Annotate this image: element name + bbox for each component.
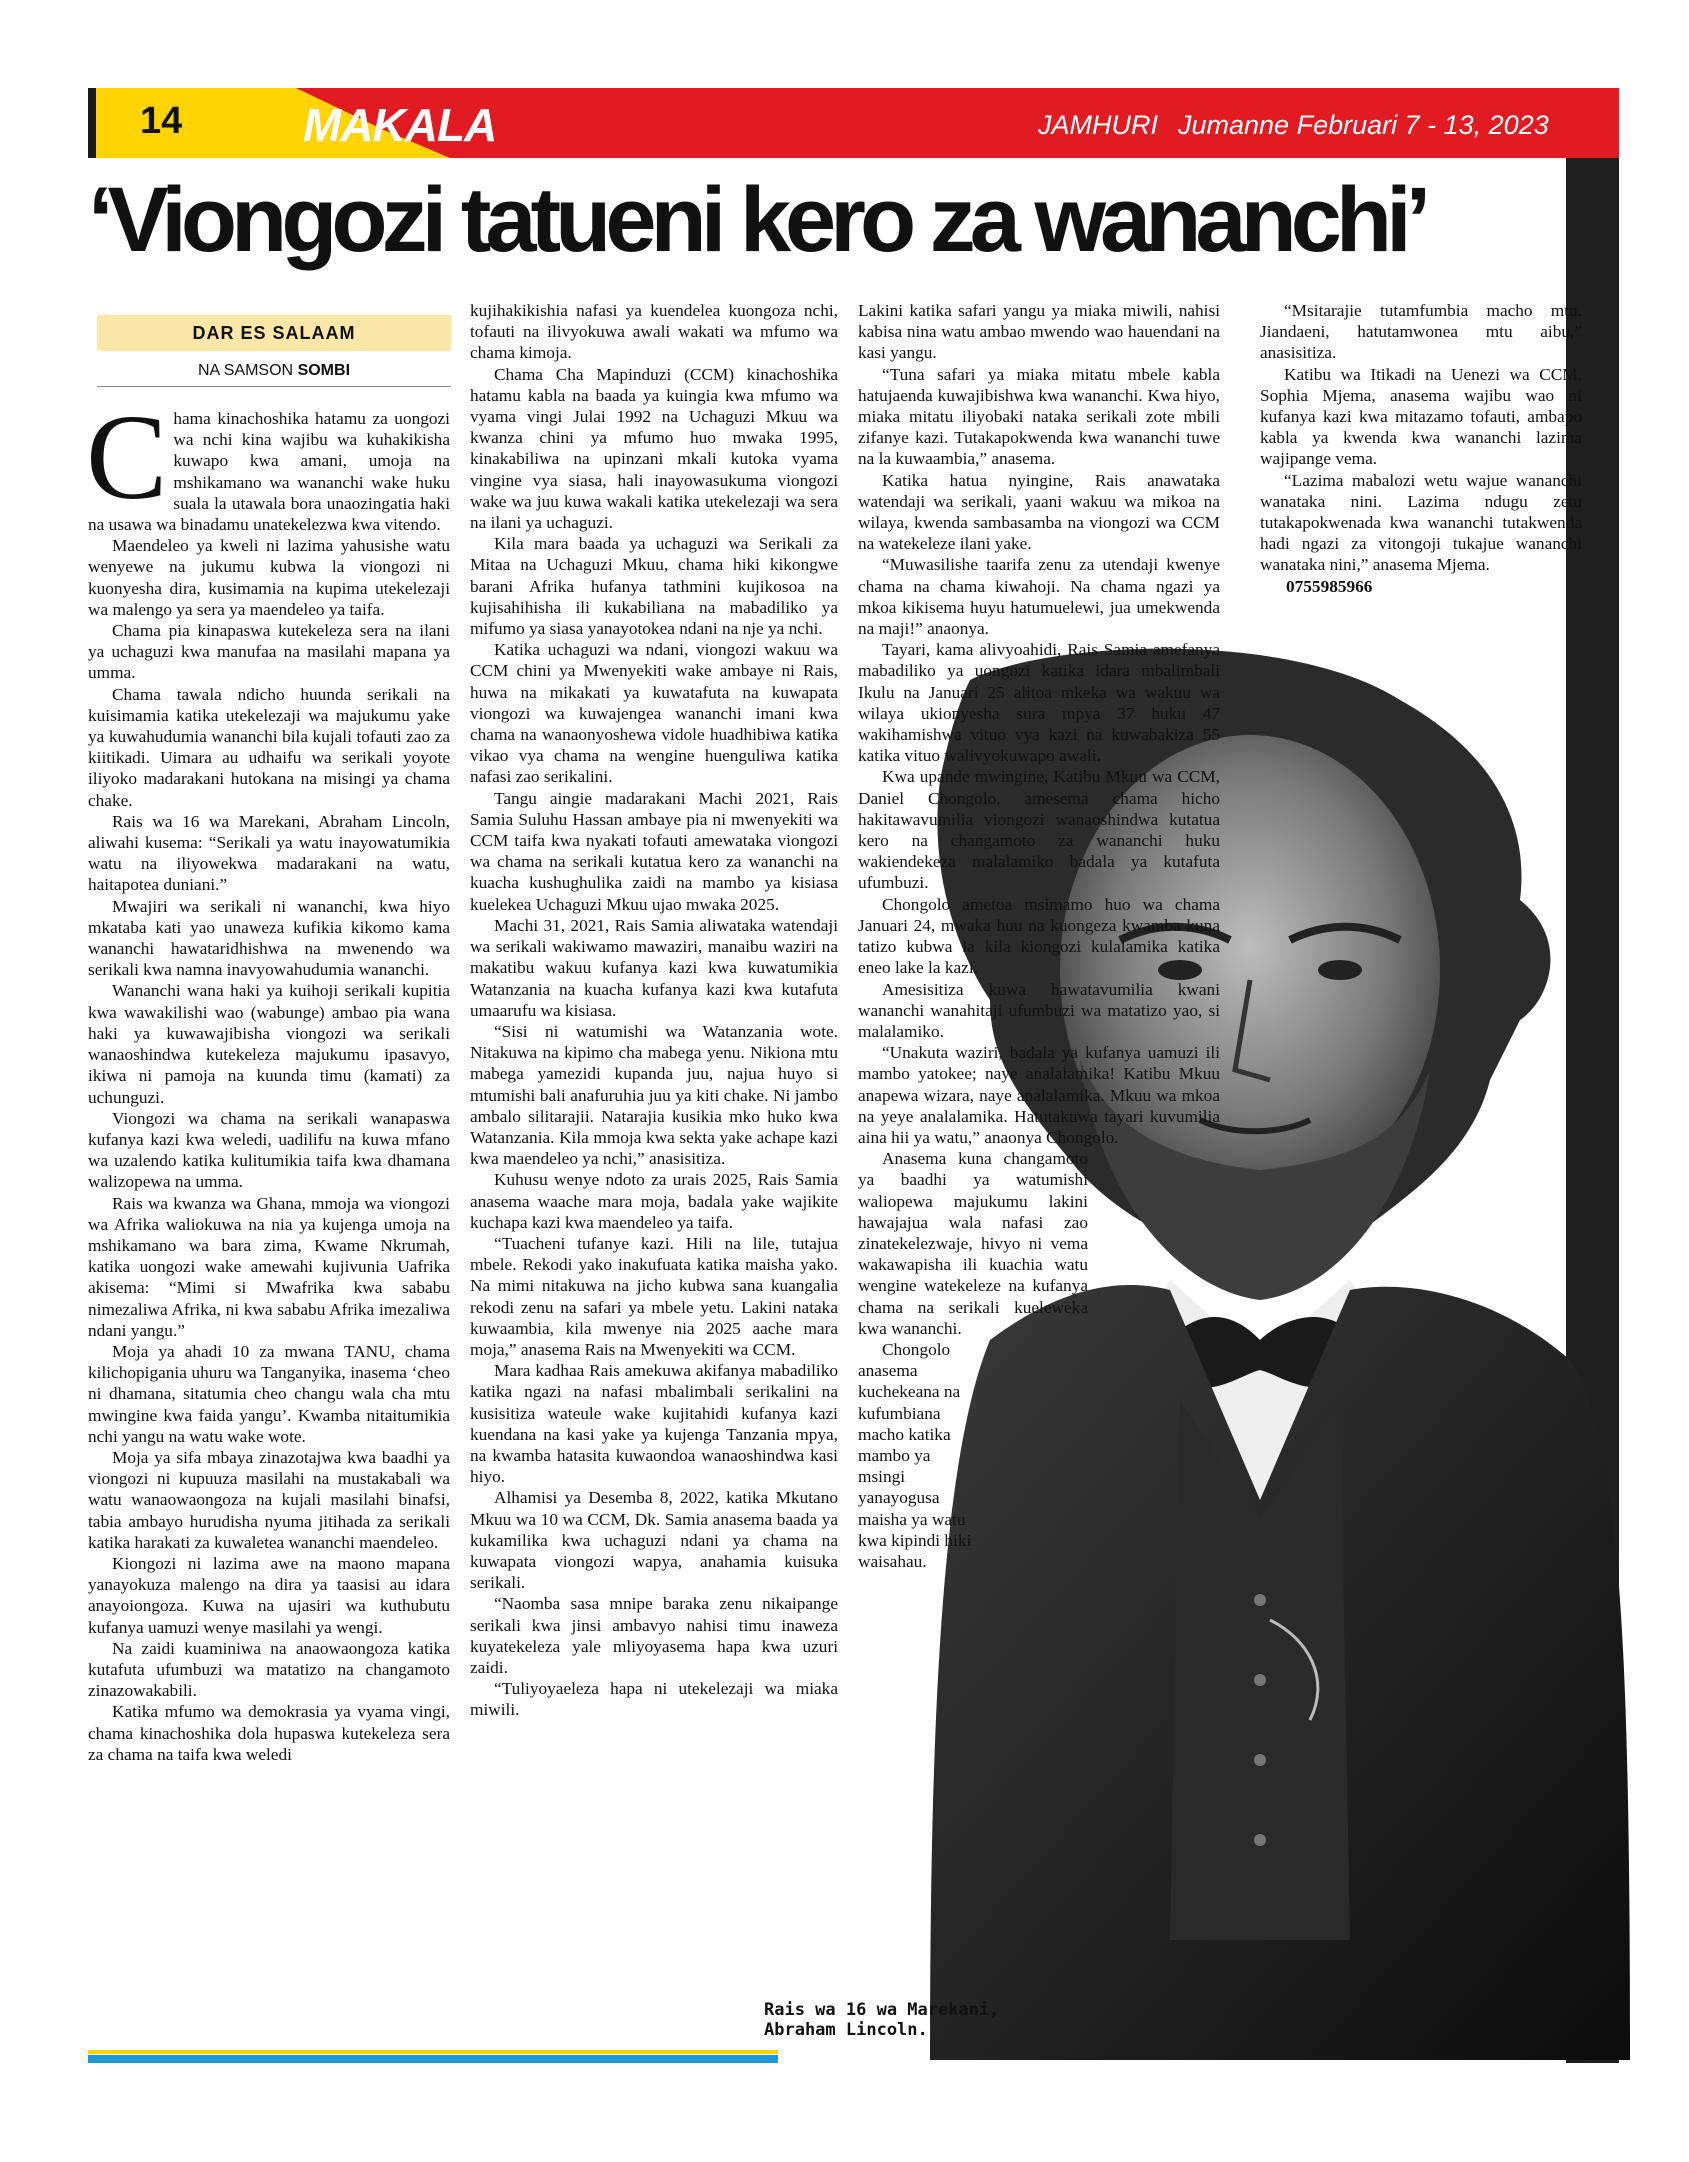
paragraph: Viongozi wa chama na serikali wanapaswa kufanya kazi kwa weledi, uadilifu na kuwa mfano wa uzalendo katika kulitumikia taifa kwa dhamana walizopewa na umma. [88,1108,450,1192]
paragraph: Chama tawala ndicho huunda serikali na kuisimamia katika utekelezaji wa majukumu yake ya kuwahudumia wananchi bila kujali tofauti zao za kiitikadi. Uimara au udhaifu wa serikali yoyote iliyoko madarakani hutokana na misingi ya chama chake. [88,684,450,810]
paragraph: Mwajiri wa serikali ni wananchi, kwa hiyo mkataba kati yao unaweza kufikia kikomo kama wananchi hawataridhishwa na mwenendo wa serikali kwa namna inavyowahudumia wananchi. [88,896,450,980]
masthead [1038,110,1549,141]
caption-line: Abraham Lincoln. [764,2020,928,2040]
paragraph: Moja ya ahadi 10 za mwana TANU, chama kilichopigania uhuru wa Tanganyika, inasema ‘cheo ni dhamana, sitatumia cheo changu wala cha mtu mwingine kwa faida yangu’. Kwamba nitaitumikia nchi yangu na watu wake wote. [88,1341,450,1446]
footer-rule-yellow [88,2050,778,2054]
paragraph: Moja ya sifa mbaya zinazotajwa kwa baadhi ya viongozi ni kupuuza masilahi na mustakabali wa watu wanaowaongoza na kujali masilahi binafsi, tabia ambayo hurudisha nyuma jitihada za serikali katika harakati za kuwaletea wananchi maendeleo. [88,1447,450,1552]
paragraph: “Sisi ni watumishi wa Watanzania wote. Nitakuwa na kipimo cha mabega yenu. Nikiona mtu mabega yamezidi kupanda juu, najua huyo si mtumishi bali anafuruhia juu ya kiti chake. Ni jambo ambalo silitarajii. Natarajia kusikia mko huko kwa Watanzania. Kila mmoja kwa sekta yake achape kazi kwa maendeleo ya nchi,” anasisitiza. [470,1021,838,1169]
caption-line: Rais wa 16 wa Marekani, [764,2000,1000,2020]
paragraph: Chama Cha Mapinduzi (CCM) kinachoshika hatamu kabla na baada ya kuingia kwa mfumo wa vyama vingi Julai 1992 na Uchaguzi Mkuu wa kwanza chini ya mfumo huo mwaka 1995, kinakabiliwa na upinzani mkali kutoka vyama vingine vya siasa, hali inayowasukuma viongozi wake wa juu kuwa wakali katika utekelezaji wa sera na ilani ya uchaguzi. [470,364,838,533]
header-edge [88,88,96,158]
paragraph: Na zaidi kuaminiwa na anaowaongoza katika kutafuta ufumbuzi wa matatizo na changamoto zinazowakabili. [88,1638,450,1701]
article-column-3 [858,300,1220,1572]
paragraph: Maendeleo ya kweli ni lazima yahusishe watu wenyewe na jukumu kubwa la viongozi ni kuonyesha dira, kusimamia na kupima utekelezaji wa malengo ya sera ya maendeleo ya taifa. [88,536,450,619]
paragraph: Chongolo anasema kuchekeana na kufumbiana macho katika mambo ya msingi yanayogusa maisha ya watu kwa kipindi hiki waisahau. [858,1339,972,1571]
photo-caption [764,2000,999,2040]
issue-date: Jumanne Februari 7 - 13, 2023 [1178,110,1549,140]
paragraph: Katika mfumo wa demokrasia ya vyama vingi, chama kinachoshika dola hupaswa kutekeleza sera za chama na taifa kwa weledi [88,1702,450,1764]
page-number: 14 [140,100,183,142]
paragraph-text: hama kinachoshika hatamu za uongozi wa nchi kina wajibu wa kuhakikisha kuwapo kwa amani, umoja na mshikamano wa wananchi wake huku suala la utawala bora unaozingatia haki na usawa wa binadamu unatekelezwa kwa vitendo. [88,409,450,535]
paragraph: Tangu aingie madarakani Machi 2021, Rais Samia Suluhu Hassan ambaye pia ni mwenyekiti wa CCM taifa kwa nyakati tofauti amewataka viongozi wa chama na serikali kutatua kero za wananchi na kuacha kushughulika zaidi na mambo ya kisiasa kuelekea Uchaguzi Mkuu ujao mwaka 2025. [470,788,838,914]
byline-name: SOMBI [297,362,351,379]
paragraph: Rais wa 16 wa Marekani, Abraham Lincoln, aliwahi kusema: “Serikali ya watu inayowatumikia watu na iliyowekwa madarakani na watu, haitapotea duniani.” [88,811,450,895]
paragraph: Lakini katika safari yangu ya miaka miwili, nahisi kabisa nina watu ambao mwendo wao hauendani na kasi yangu. [858,301,1220,363]
headline: ‘Viongozi tatueni kero za wananchi’ [88,169,1426,271]
footer-rule-blue [88,2055,778,2063]
paragraph: Wananchi wana haki ya kuihoji serikali kupitia kwa wawakilishi wao (wabunge) ambao pia wana haki ya kuwawajibisha viongozi wa serikali wanaoshindwa kutekeleza majukumu ipasavyo, ikiwa ni pamoja na kuunda timu (kamati) za uchunguzi. [88,981,450,1107]
paragraph: Katika hatua nyingine, Rais anawataka watendaji wa serikali, yaani wakuu wa mikoa na wilaya, kwenda sambasamba na viongozi wa CCM na watekeleze ilani yake. [858,470,1220,554]
paragraph: Kila mara baada ya uchaguzi wa Serikali za Mitaa na Uchaguzi Mkuu, chama hiki kikongwe barani Afrika hufanya tathmini kujikosoa na kujisahihisha ili kukabiliana na mabadiliko ya mifumo ya siasa yanayotokea ndani na nje ya nchi. [470,534,838,639]
paragraph: Amesisitiza kuwa hawatavumilia kwani wananchi wanahitaji ufumbuzi wa matatizo yao, si malalamiko. [858,979,1220,1041]
paragraph: Mara kadhaa Rais amekuwa akifanya mabadiliko katika ngazi na nafasi mbalimbali serikalini na kusisitiza wateule wake kujitahidi kufanya kazi kuendana na kasi yake ya kujenga Tanzania mpya, na kwamba hatasita kuwaondoa wanaoshindwa kasi hiyo. [470,1361,838,1487]
paragraph: “Msitarajie tutamfumbia macho mtu. Jiandaeni, hatutamwonea mtu aibu,” anasisitiza. [1260,301,1582,363]
paragraph: Chongolo ametoa msimamo huo wa chama Januari 24, mwaka huu na kuongeza kwamba kuna tatizo kubwa la kila kiongozi kulalamika katika eneo lake la kazi. [858,894,1220,978]
article-column-2 [470,300,838,1721]
publication-name: JAMHURI [1038,110,1158,140]
paragraph: Katibu wa Itikadi na Uenezi wa CCM, Sophia Mjema, anasema wajibu wao ni kufanya kazi kwa mitazamo tofauti, ambapo kabla ya kwenda kwa wananchi lazima wajipange vema. [1260,364,1582,469]
drop-cap: C [86,390,168,525]
paragraph: “Tuna safari ya miaka mitatu mbele kabla hatujaenda kuwajibishwa kwa wananchi. Kwa hiyo, miaka mitatu iliyobaki nataka serikali zote mbili zifanye kazi. Tutakapokwenda kwa wananchi tuwe na la kuwaambia,” anasema. [858,364,1220,469]
paragraph: Rais wa kwanza wa Ghana, mmoja wa viongozi wa Afrika waliokuwa na nia ya kujenga umoja na mshikamano wa bara zima, Kwame Nkrumah, katika uongozi wake amewahi kujivunia Uafrika akisema: “Mimi si Mwafrika kwa sababu nimezaliwa Afrika, ni kwa sababu Afrika imezaliwa ndani yangu.” [88,1193,450,1340]
article-column-4 [1260,300,1582,597]
paragraph: “Unakuta waziri, badala ya kufanya uamuzi ili mambo yatokee; naye analalamika! Katibu Mkuu anapewa wizara, naye analalamika. Mkuu wa mkoa na yeye analalamika. Hatutakuwa tayari kuvumilia aina hii ya watu,” anaonya Chongolo. [858,1043,1220,1147]
paragraph: Katika uchaguzi wa ndani, viongozi wakuu wa CCM chini ya Mwenyekiti wake ambaye ni Rais, huwa na mikakati ya kuwatafuta na kuwapata viongozi wa kuwajengea wananchi imani kwa chama na wanaonyoshewa vidole huadhibiwa katika vikao vya chama na wengine huenguliwa katika nafasi zao serikalini. [470,640,838,787]
section-title: MAKALA [303,99,497,151]
paragraph: “Tuliyoyaeleza hapa ni utekelezaji wa miaka miwili. [470,1679,838,1720]
paragraph: Kuhusu wenye ndoto za urais 2025, Rais Samia anasema waache mara moja, badala yake wajikite kuchapa kazi kwa maendeleo ya taifa. [470,1170,838,1232]
paragraph: “Muwasilishe taarifa zenu za utendaji kwenye chama na chama kiwahoji. Na chama ngazi ya mkoa kikisema huyu hatumuelewi, jua umekwenda na maji!” anaonya. [858,555,1220,639]
article-column-1 [86,390,450,1765]
paragraph: kujihakikishia nafasi ya kuendelea kuongoza nchi, tofauti na ilivyokuwa awali wakati wa mfumo wa chama kimoja. [470,301,838,363]
paragraph: Anasema kuna changamoto ya baadhi ya watumishi waliopewa majukumu lakini hawajajua wala nafasi zao zinatekelezwaje, hivyo ni vema wakawapisha ili kuachia watu wengine watekeleze na kufanya chama na serikali kueleweka kwa wananchi. [858,1149,1088,1338]
author-phone: 0755985966 [1286,576,1373,596]
paragraph: Chama pia kinapaswa kutekeleza sera na ilani ya uchaguzi kwa manufaa na masilahi mapana ya umma. [88,621,450,683]
byline-prefix: NA SAMSON [197,362,294,379]
page-header [88,88,1619,158]
paragraph [86,390,450,535]
dateline: DAR ES SALAAM [97,315,451,351]
paragraph: Alhamisi ya Desemba 8, 2022, katika Mkutano Mkuu wa 10 wa CCM, Dk. Samia anasema baada ya kukamilika kwa uchaguzi ndani ya chama na kuwapata viongozi wapya, anahamia kuisuka serikali. [470,1488,838,1593]
paragraph: “Naomba sasa mnipe baraka zenu nikaipange serikali kwa jinsi ambavyo nahisi timu inaweza kuyatekeleza yale mliyoyasema hapa kwa uzuri zaidi. [470,1594,838,1677]
paragraph: Machi 31, 2021, Rais Samia aliwataka watendaji wa serikali wakiwamo mawaziri, manaibu waziri na makatibu wakuu kufanya kazi kwa kuwatumikia Watanzania na kuacha kufanya kazi kwa kutafuta umaarufu wa kisiasa. [470,915,838,1020]
byline [97,362,451,387]
paragraph: Kwa upande mwingine, Katibu Mkuu wa CCM, Daniel Chongolo, amesema chama hicho hakitawavumilia viongozi wanaoshindwa kutatua kero na changamoto za wananchi huku wakiendekeza malalamiko badala ya kutafuta ufumbuzi. [858,767,1220,893]
paragraph: Kiongozi ni lazima awe na maono mapana yanayokuza malengo na dira ya taasisi au idara anayoiongoza. Kuwa na ujasiri wa kuthubutu kufanya uamuzi wenye masilahi ya wengi. [88,1553,450,1637]
paragraph: “Lazima mabalozi wetu wajue wananchi wanataka nini. Lazima ndugu zetu tutakapokwenada kwa wananchi tutakwenda hadi ngazi za vitongoji tukajue wananchi wanataka nini,” anasema Mjema. [1260,470,1582,575]
paragraph: Tayari, kama alivyoahidi, Rais Samia amefanya mabadiliko ya uongozi katika idara mbalimbali Ikulu na Januari 25 alitoa mkeka wa wakuu wa wilaya ukionyesha sura mpya 37 huku 47 wakihamishwa vituo vya kazi na kuwabakiza 55 katika vituo walivyokuwapo awali. [858,640,1220,766]
paragraph: “Tuacheni tufanye kazi. Hili na lile, tutajua mbele. Rekodi yako inakufuata katika maisha yako. Na mimi nitakuwa na jicho kubwa sana kuangalia rekodi zenu na safari ya mbele yetu. Lakini nataka kuwaambia, kila mwenye nia 2025 aache mara moja,” anasema Rais na Mwenyekiti wa CCM. [470,1233,838,1359]
